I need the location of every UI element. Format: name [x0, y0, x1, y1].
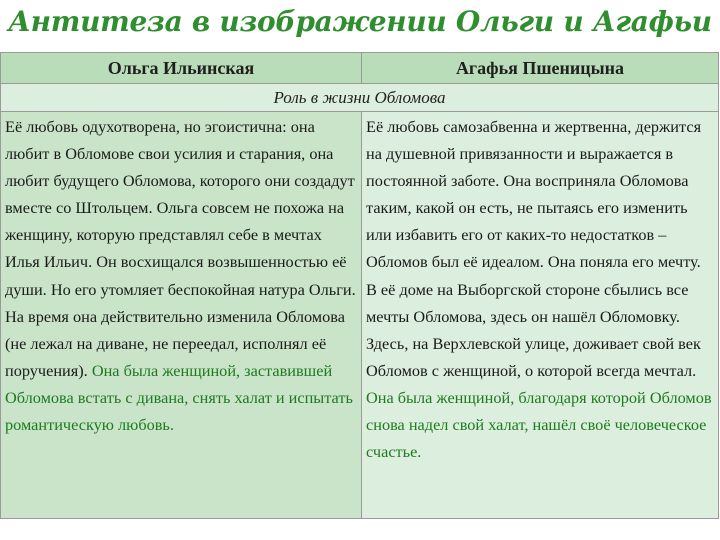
table-body-row: [1, 112, 719, 519]
agafya-text: Её любовь самозабвенна и жертвенна, держится на душевной привязанности и выражается в постоянной заботе. Она восприняла Обломова таким, какой он есть, не пытаясь его изменить или избавить его от каких-то недостатков – Обломов был её идеалом. Она поняла его мечту. В её доме на Выборгской стороне сбылись все мечты Обломова, здесь он нашёл Обломовку. Здесь, на Верхлевской улице, доживает свой век Обломов с женщиной, о которой всегда мечтал.: [366, 117, 702, 380]
table-header-row: [1, 53, 719, 84]
olga-text: Её любовь одухотворена, но эгоистична: она любит в Обломове свои усилия и старания, она любит будущего Обломова, которого они создадут вместе со Штольцем. Ольга совсем не похожа на женщину, которую представлял себе в мечтах Илья Ильич. Он восхищался возвышенностью её души. Но его утомляет беспокойная натура Ольги. На время она действительно изменила Обломова (не лежал на диване, не переедал, исполнял её поручения).: [5, 117, 356, 380]
agafya-description: [362, 112, 718, 465]
slide-title: Антитеза в изображении Ольги и Агафьи: [8, 5, 712, 38]
cell-agafya: [362, 112, 719, 519]
table-subheader-row: [1, 84, 719, 112]
olga-highlight: Она была женщиной, заставившей Обломова встать с дивана, снять халат и испытать романтическую любовь.: [5, 360, 353, 435]
antithesis-table: [0, 52, 719, 519]
olga-description: [1, 112, 361, 438]
cell-olga: [1, 112, 362, 519]
subheader-role: Роль в жизни Обломова: [1, 84, 719, 112]
header-agafya: Агафья Пшеницына: [362, 53, 719, 84]
agafya-highlight: Она была женщиной, благодаря которой Обломов снова надел свой халат, нашёл своё человеческое счастье.: [366, 387, 712, 462]
header-olga: Ольга Ильинская: [1, 53, 362, 84]
